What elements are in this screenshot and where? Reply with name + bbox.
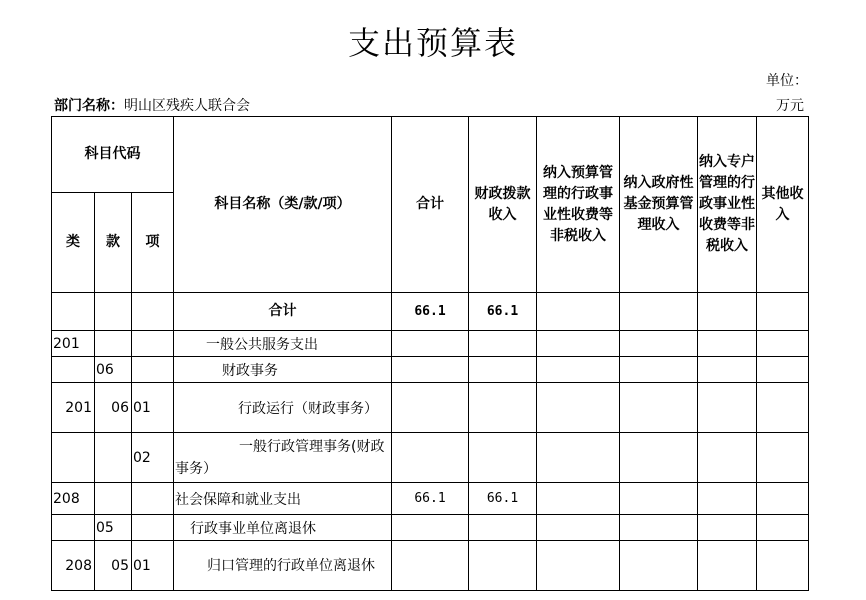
code-kuan	[95, 483, 132, 515]
table-row	[52, 483, 809, 515]
table-row	[52, 433, 809, 483]
code-xiang	[132, 483, 174, 515]
amount-fiscal	[469, 331, 537, 357]
table-row	[52, 331, 809, 357]
amount-total	[392, 357, 469, 383]
code-kuan: 06	[95, 383, 132, 433]
code-kuan	[95, 433, 132, 483]
subject-name: 一般公共服务支出	[174, 331, 392, 357]
table-row	[52, 357, 809, 383]
subject-name: 行政事业单位离退休	[174, 515, 392, 541]
code-lei: 208	[52, 483, 95, 515]
budget-table	[51, 116, 809, 591]
amount-fiscal	[469, 433, 537, 483]
subject-name: 财政事务	[174, 357, 392, 383]
amount-fiscal: 66.1	[469, 483, 537, 515]
amount-total: 66.1	[392, 483, 469, 515]
unit-label: 单位：	[766, 73, 808, 89]
code-lei: 201	[52, 383, 95, 433]
header-other: 其他收入	[757, 117, 809, 293]
code-xiang	[132, 515, 174, 541]
header-xiang: 项	[132, 193, 174, 293]
code-lei	[52, 433, 95, 483]
header-code: 科目代码	[52, 117, 174, 193]
amount-fiscal	[469, 515, 537, 541]
code-xiang: 01	[132, 383, 174, 433]
code-lei: 201	[52, 331, 95, 357]
amount-fiscal	[469, 383, 537, 433]
header-fiscal: 财政拨款收入	[469, 117, 537, 293]
table-row	[52, 383, 809, 433]
total-row	[52, 293, 809, 331]
header-admin-fee: 纳入预算管理的行政事业性收费等非税收入	[537, 117, 620, 293]
code-xiang	[132, 331, 174, 357]
subject-name: 归口管理的行政单位离退休	[174, 541, 392, 591]
total-amount: 66.1	[392, 293, 469, 331]
header-name: 科目名称（类/款/项）	[174, 117, 392, 293]
amount-total	[392, 433, 469, 483]
header-gov-fund: 纳入政府性基金预算管理收入	[620, 117, 698, 293]
total-fiscal: 66.1	[469, 293, 537, 331]
header-kuan: 款	[95, 193, 132, 293]
code-kuan: 06	[95, 357, 132, 383]
department-line	[54, 95, 250, 115]
unit-value: 万元	[776, 98, 804, 114]
subject-name: 社会保障和就业支出	[174, 483, 392, 515]
header-special: 纳入专户管理的行政事业性收费等非税收入	[698, 117, 757, 293]
code-lei: 208	[52, 541, 95, 591]
amount-total	[392, 331, 469, 357]
amount-fiscal	[469, 541, 537, 591]
code-kuan	[95, 331, 132, 357]
header-lei: 类	[52, 193, 95, 293]
amount-total	[392, 515, 469, 541]
subject-name: 一般行政管理事务(财政事务）	[174, 433, 392, 483]
total-label: 合计	[174, 293, 392, 331]
code-kuan: 05	[95, 541, 132, 591]
table-row	[52, 515, 809, 541]
code-xiang: 01	[132, 541, 174, 591]
code-lei	[52, 357, 95, 383]
page-title: 支出预算表	[347, 24, 518, 62]
amount-total	[392, 541, 469, 591]
department-name: 明山区残疾人联合会	[124, 98, 250, 114]
amount-total	[392, 383, 469, 433]
header-total: 合计	[392, 117, 469, 293]
amount-fiscal	[469, 357, 537, 383]
table-row	[52, 541, 809, 591]
department-label: 部门名称：	[54, 98, 124, 114]
subject-name: 行政运行（财政事务）	[174, 383, 392, 433]
code-xiang: 02	[132, 433, 174, 483]
code-xiang	[132, 357, 174, 383]
code-kuan: 05	[95, 515, 132, 541]
code-lei	[52, 515, 95, 541]
